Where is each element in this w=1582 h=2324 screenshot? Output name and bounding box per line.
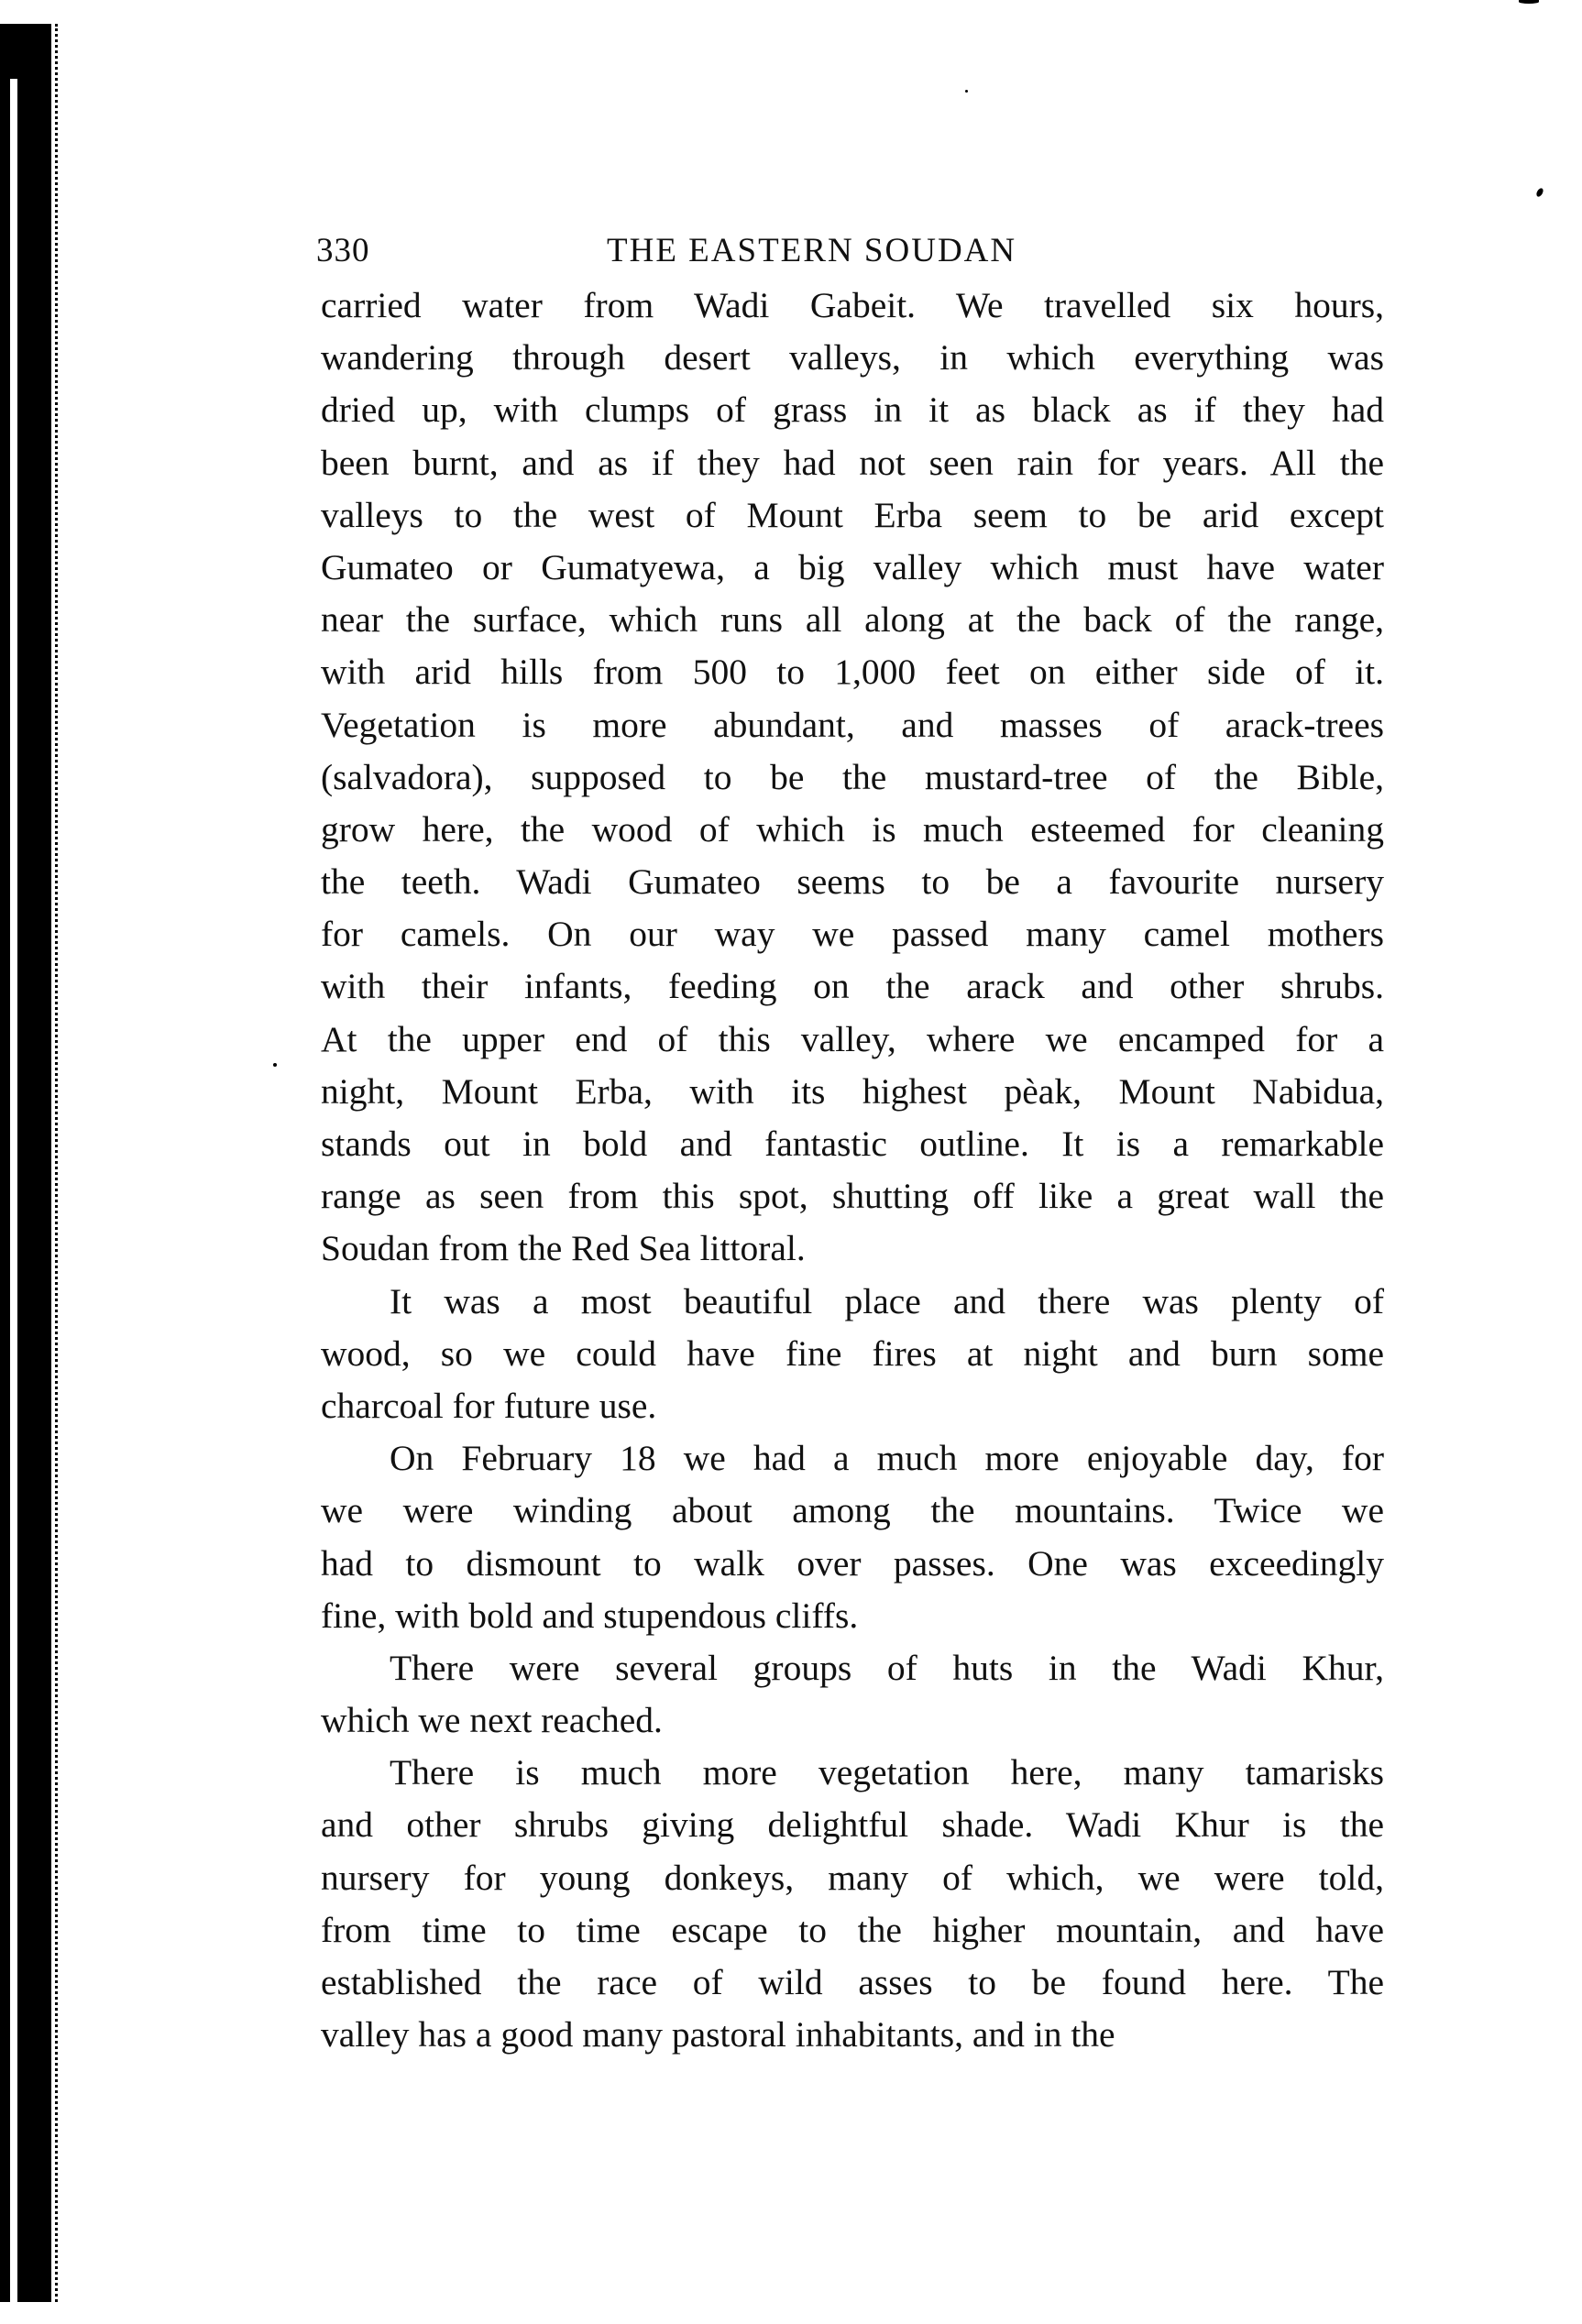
scan-corner-mark <box>1519 0 1539 4</box>
paragraph <box>321 280 1384 1276</box>
page-edge <box>55 24 62 2302</box>
text-line: night, Mount Erba, with its highest pèak, Mount Nabidua, <box>321 1070 1384 1112</box>
scan-speck <box>965 90 968 93</box>
text-line: valleys to the west of Mount Erba seem to be arid except <box>321 494 1384 535</box>
text-line: from time to time escape to the higher mountain, and have <box>321 1909 1384 1950</box>
text-line: dried up, with clumps of grass in it as black as if they had <box>321 389 1384 431</box>
text-line: stands out in bold and fantastic outline. It is a remarkable <box>321 1124 1384 1164</box>
text-line: been burnt, and as if they had not seen rain for years. All the <box>321 442 1384 483</box>
text-line: near the surface, which runs all along at the back of the range, <box>321 599 1384 641</box>
text-line: (salvadora), supposed to be the mustard-tree of the Bible, <box>321 756 1384 797</box>
text-line: There is much more vegetation here, many tamarisks <box>390 1752 1384 1793</box>
body-text <box>321 280 1384 2061</box>
text-line: we were winding about among the mountains. Twice we <box>321 1490 1384 1531</box>
paragraph <box>321 1747 1384 2061</box>
text-line: which we next reached. <box>321 1700 663 1741</box>
text-line: carried water from Wadi Gabeit. We travelled six hours, <box>321 285 1384 325</box>
text-line: wood, so we could have fine fires at night and burn some <box>321 1332 1384 1374</box>
paragraph <box>321 1276 1384 1433</box>
paragraph <box>321 1432 1384 1642</box>
scan-speck <box>1535 187 1544 198</box>
text-line: valley has a good many pastoral inhabitants, and in the <box>321 2014 1115 2055</box>
text-line: On February 18 we had a much more enjoyable day, for <box>390 1438 1384 1479</box>
text-line: Soudan from the Red Sea littoral. <box>321 1228 806 1269</box>
text-line: with their infants, feeding on the arack and other shrubs. <box>321 966 1384 1007</box>
text-line: with arid hills from 500 to 1,000 feet on either side of it. <box>321 652 1384 693</box>
text-line: the teeth. Wadi Gumateo seems to be a favourite nursery <box>321 861 1384 903</box>
text-line: There were several groups of huts in the Wadi Khur, <box>390 1647 1384 1688</box>
text-line: and other shrubs giving delightful shade. Wadi Khur is the <box>321 1804 1384 1846</box>
running-title: THE EASTERN SOUDAN <box>607 232 1017 269</box>
scan-binding-shadow <box>0 24 51 2302</box>
text-line: Gumateo or Gumatyewa, a big valley which must have water <box>321 546 1384 587</box>
paragraph <box>321 1642 1384 1747</box>
text-line: established the race of wild asses to be found here. The <box>321 1962 1384 2002</box>
text-line: range as seen from this spot, shutting off like a great wall the <box>321 1176 1384 1217</box>
binding-highlight <box>10 79 17 2324</box>
text-line: for camels. On our way we passed many camel mothers <box>321 914 1384 955</box>
text-line: fine, with bold and stupendous cliffs. <box>321 1595 859 1636</box>
text-line: nursery for young donkeys, many of which, we were told, <box>321 1857 1384 1898</box>
page-number: 330 <box>316 232 370 269</box>
text-line: grow here, the wood of which is much esteemed for cleaning <box>321 808 1384 850</box>
text-line: It was a most beautiful place and there was plenty of <box>390 1280 1384 1321</box>
scan-speck <box>273 1063 277 1067</box>
text-line: Vegetation is more abundant, and masses of arack-trees <box>321 704 1384 745</box>
text-line: At the upper end of this valley, where we encamped for a <box>321 1018 1384 1059</box>
text-line: had to dismount to walk over passes. One was exceedingly <box>321 1542 1384 1584</box>
running-head <box>316 231 1379 273</box>
text-line: charcoal for future use. <box>321 1385 657 1426</box>
text-line: wandering through desert valleys, in which everything was <box>321 337 1384 378</box>
